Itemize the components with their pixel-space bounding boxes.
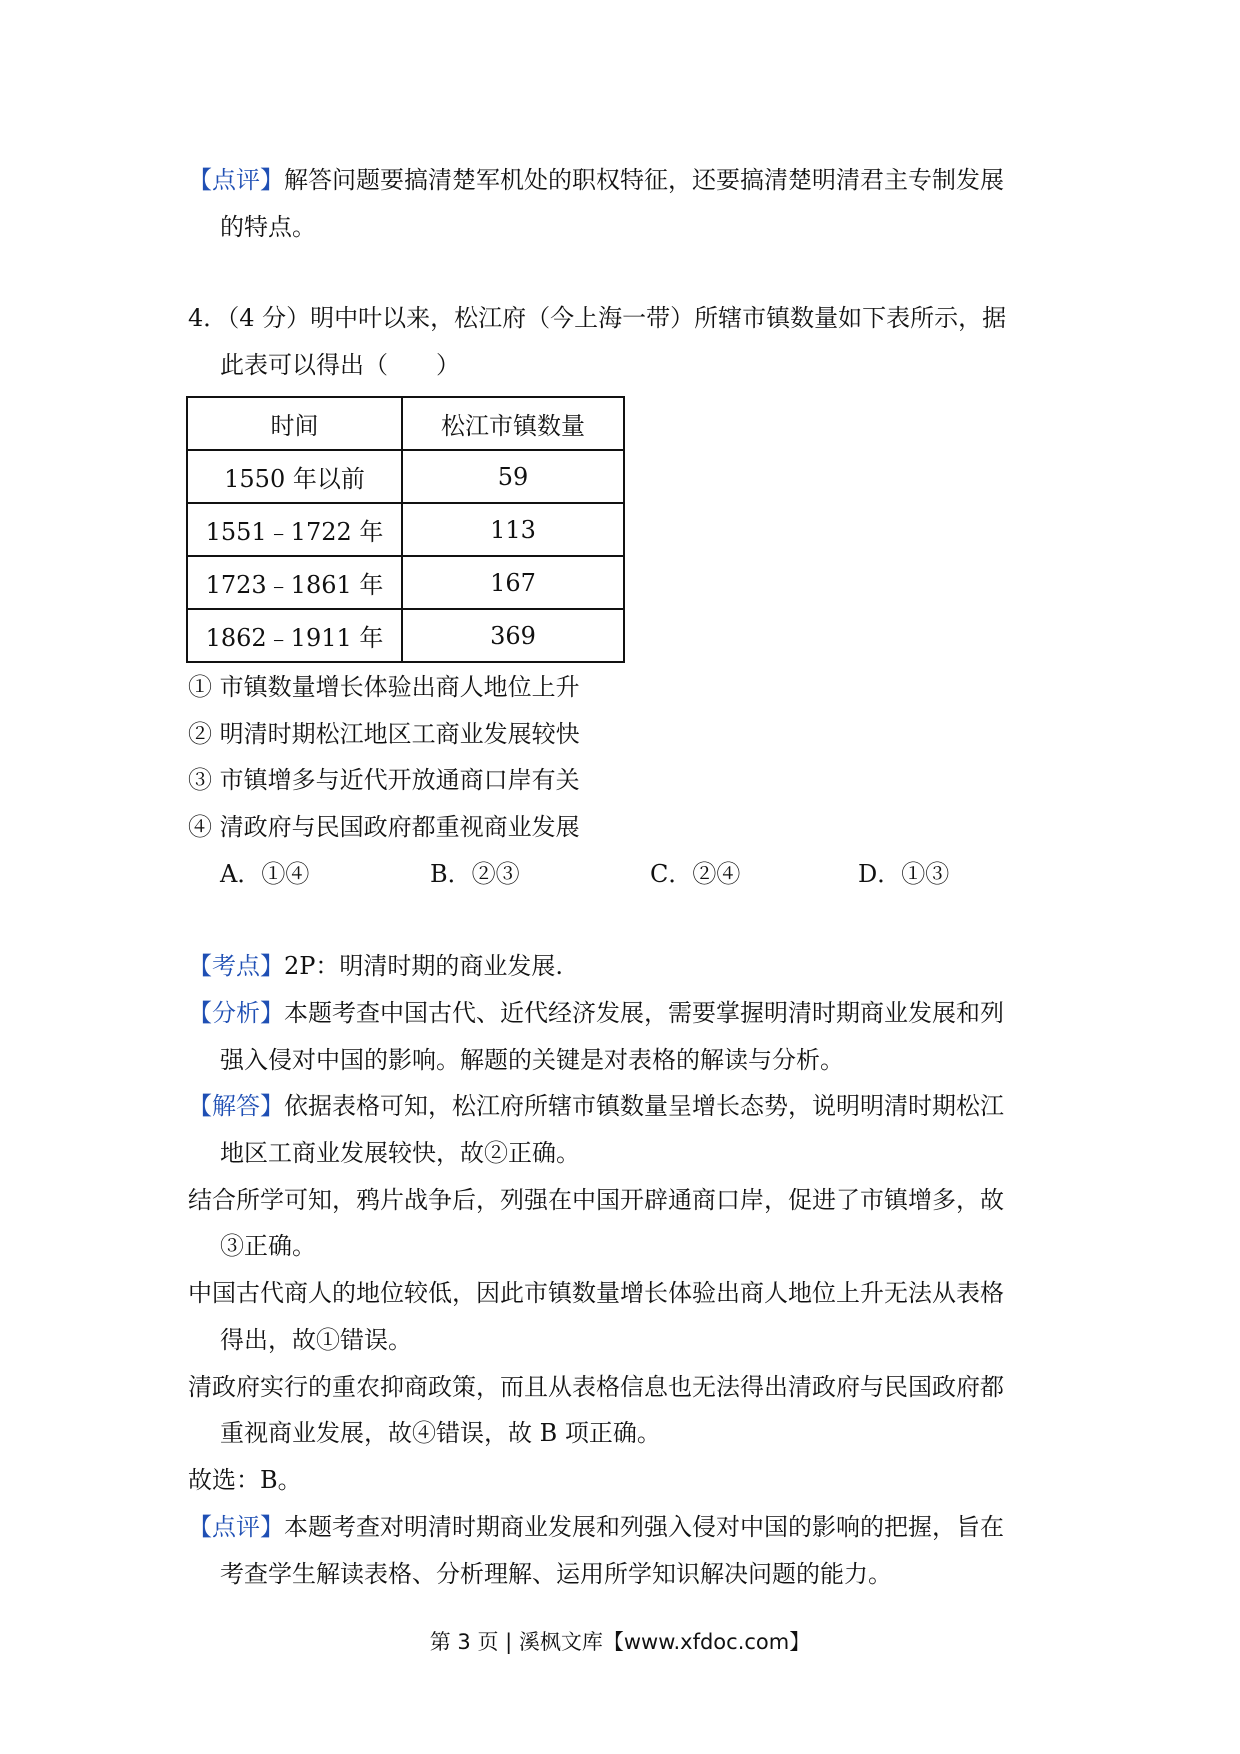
statement-3: ③ 市镇增多与近代开放通商口岸有关 (188, 766, 580, 794)
review-line2: 考查学生解读表格、分析理解、运用所学知识解决问题的能力。 (220, 1560, 892, 1588)
statement-2: ② 明清时期松江地区工商业发展较快 (188, 720, 580, 748)
table-cell: 59 (402, 450, 624, 503)
table-row (187, 450, 624, 503)
jieda-p3-line2: 得出，故①错误。 (220, 1326, 412, 1354)
jieda-text: 依据表格可知，松江府所辖市镇数量呈增长态势，说明明清时期松江 (284, 1092, 1004, 1120)
option-a: A．①④ (220, 860, 310, 888)
question-line2: 此表可以得出（ ） (220, 351, 460, 379)
option-b: B．②③ (430, 860, 520, 888)
table-row (187, 503, 624, 556)
jieda-p2-line2: ③正确。 (220, 1232, 316, 1260)
jieda-line2: 地区工商业发展较快，故②正确。 (220, 1139, 580, 1167)
jieda-p3-line1: 中国古代商人的地位较低，因此市镇数量增长体验出商人地位上升无法从表格 (188, 1279, 1004, 1307)
kaodian-line (188, 950, 563, 982)
kaodian-label: 【考点】 (188, 952, 284, 980)
jieda-p4-line2: 重视商业发展，故④错误，故 B 项正确。 (220, 1419, 661, 1447)
statement-1: ① 市镇数量增长体验出商人地位上升 (188, 673, 580, 701)
review-line1 (188, 1511, 1004, 1543)
jieda-line1 (188, 1090, 1004, 1122)
review-prev-text: 解答问题要搞清楚军机处的职权特征，还要搞清楚明清君主专制发展 (284, 166, 1004, 194)
table-cell: 1550 年以前 (187, 450, 402, 503)
jieda-p4-line1: 清政府实行的重农抑商政策，而且从表格信息也无法得出清政府与民国政府都 (188, 1373, 1004, 1401)
table-row (187, 556, 624, 609)
review-prev-line2: 的特点。 (220, 213, 316, 241)
option-d: D．①③ (858, 860, 950, 888)
review-text: 本题考查对明清时期商业发展和列强入侵对中国的影响的把握，旨在 (284, 1513, 1004, 1541)
table-header-cell: 松江市镇数量 (402, 397, 624, 450)
option-c: C．②④ (650, 860, 741, 888)
table-cell: 369 (402, 609, 624, 662)
table-row (187, 609, 624, 662)
fenxi-label: 【分析】 (188, 999, 284, 1027)
table-header-row (187, 397, 624, 450)
table-cell: 1551﹣1722 年 (187, 503, 402, 556)
fenxi-text: 本题考查中国古代、近代经济发展，需要掌握明清时期商业发展和列 (284, 999, 1004, 1027)
jieda-p2-line1: 结合所学可知，鸦片战争后，列强在中国开辟通商口岸，促进了市镇增多，故 (188, 1186, 1004, 1214)
page-footer: 第 3 页 | 溪枫文库【www.xfdoc.com】 (429, 1630, 811, 1654)
review-prev-label: 【点评】 (188, 166, 284, 194)
table-cell: 167 (402, 556, 624, 609)
kaodian-text: 2P：明清时期的商业发展. (284, 952, 564, 980)
fenxi-line1 (188, 997, 1004, 1029)
table-cell: 113 (402, 503, 624, 556)
fenxi-line2: 强入侵对中国的影响。解题的关键是对表格的解读与分析。 (220, 1046, 844, 1074)
data-table (186, 396, 625, 663)
table-header-cell: 时间 (187, 397, 402, 450)
table-cell: 1862﹣1911 年 (187, 609, 402, 662)
review-prev-line1 (188, 164, 1004, 196)
jieda-label: 【解答】 (188, 1092, 284, 1120)
review-label: 【点评】 (188, 1513, 284, 1541)
question-line1: 4．（4 分）明中叶以来，松江府（今上海一带）所辖市镇数量如下表所示，据 (188, 304, 1007, 332)
table-cell: 1723﹣1861 年 (187, 556, 402, 609)
statement-4: ④ 清政府与民国政府都重视商业发展 (188, 813, 580, 841)
answer-line: 故选：B。 (188, 1466, 302, 1494)
